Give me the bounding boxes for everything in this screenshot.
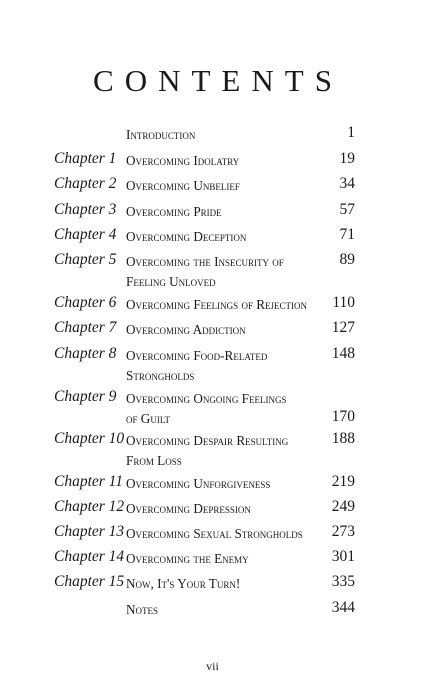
chapter-page-number: 249 (331, 498, 355, 515)
chapter-title-line: Introduction (126, 127, 196, 142)
chapter-label: Chapter 14 (54, 548, 125, 565)
chapter-page-number: 273 (331, 523, 355, 540)
chapter-title-line: Overcoming Idolatry (126, 153, 240, 168)
chapter-title (126, 600, 326, 620)
chapter-title (126, 549, 326, 569)
chapter-title-line: Overcoming Unbelief (126, 178, 240, 193)
chapter-title-line: Overcoming Addiction (126, 322, 246, 337)
chapter-title (126, 252, 326, 292)
chapter-label: Chapter 10 (54, 430, 125, 447)
chapter-page-number: 170 (331, 408, 355, 425)
chapter-title (126, 574, 326, 594)
chapter-page-number: 110 (332, 294, 355, 311)
chapter-label: Chapter 7 (54, 319, 117, 336)
chapter-title-line: Overcoming Ongoing Feelings (126, 391, 287, 406)
chapter-label: Chapter 8 (54, 345, 117, 362)
chapter-label: Chapter 2 (54, 175, 117, 192)
chapter-page-number: 219 (331, 473, 355, 490)
chapter-label: Chapter 11 (54, 473, 124, 490)
chapter-page-number: 57 (339, 201, 355, 218)
chapter-title (126, 524, 326, 544)
chapter-title (126, 227, 326, 247)
chapter-label: Chapter 3 (54, 201, 117, 218)
page-number: vii (206, 659, 219, 673)
chapter-page-number: 34 (339, 175, 355, 192)
chapter-page-number: 89 (339, 251, 355, 268)
chapter-title (126, 346, 326, 386)
chapter-title (126, 202, 326, 222)
chapter-title-line: Overcoming Food-Related (126, 348, 268, 363)
chapter-label: Chapter 1 (54, 150, 117, 167)
chapter-title-line: Feeling Unloved (126, 274, 216, 289)
chapter-title (126, 499, 326, 519)
chapter-page-number: 344 (331, 599, 355, 616)
chapter-label: Chapter 12 (54, 498, 125, 515)
chapter-title (126, 474, 326, 494)
chapter-title-line: Overcoming Unforgiveness (126, 476, 271, 491)
chapter-title-line: of Guilt (126, 411, 170, 426)
chapter-page-number: 188 (331, 430, 355, 447)
chapter-label: Chapter 13 (54, 523, 125, 540)
chapter-title-line: Overcoming the Enemy (126, 551, 249, 566)
chapter-page-number: 127 (331, 319, 355, 336)
chapter-title-line: Overcoming Pride (126, 204, 222, 219)
chapter-title-line: From Loss (126, 453, 182, 468)
chapter-title-line: Overcoming Depression (126, 501, 251, 516)
chapter-page-number: 1 (347, 124, 355, 141)
chapter-page-number: 335 (331, 573, 355, 590)
chapter-label: Chapter 4 (54, 226, 117, 243)
chapter-title-line: Overcoming Feelings of Rejection (126, 297, 308, 312)
chapter-title-line: Now, It's Your Turn! (126, 576, 241, 591)
chapter-title-line: Notes (126, 602, 159, 617)
chapter-title-line: Strongholds (126, 368, 195, 383)
chapter-label: Chapter 5 (54, 251, 117, 268)
chapter-label: Chapter 9 (54, 388, 117, 405)
chapter-title (126, 151, 326, 171)
chapter-title-line: Overcoming Deception (126, 229, 247, 244)
chapter-title-line: Overcoming the Insecurity of (126, 254, 284, 269)
chapter-label: Chapter 15 (54, 573, 125, 590)
chapter-page-number: 301 (331, 548, 355, 565)
chapter-title (126, 125, 326, 145)
chapter-title-line: Overcoming Sexual Strongholds (126, 526, 303, 541)
chapter-title (126, 320, 326, 340)
chapter-page-number: 71 (339, 226, 355, 243)
chapter-label: Chapter 6 (54, 294, 117, 311)
chapter-title (126, 389, 326, 429)
chapter-title (126, 295, 326, 315)
chapter-page-number: 19 (339, 150, 355, 167)
chapter-page-number: 148 (331, 345, 355, 362)
chapter-title (126, 176, 326, 196)
chapter-title (126, 431, 326, 471)
chapter-title-line: Overcoming Despair Resulting (126, 433, 289, 448)
page-title: CONTENTS (93, 62, 343, 98)
